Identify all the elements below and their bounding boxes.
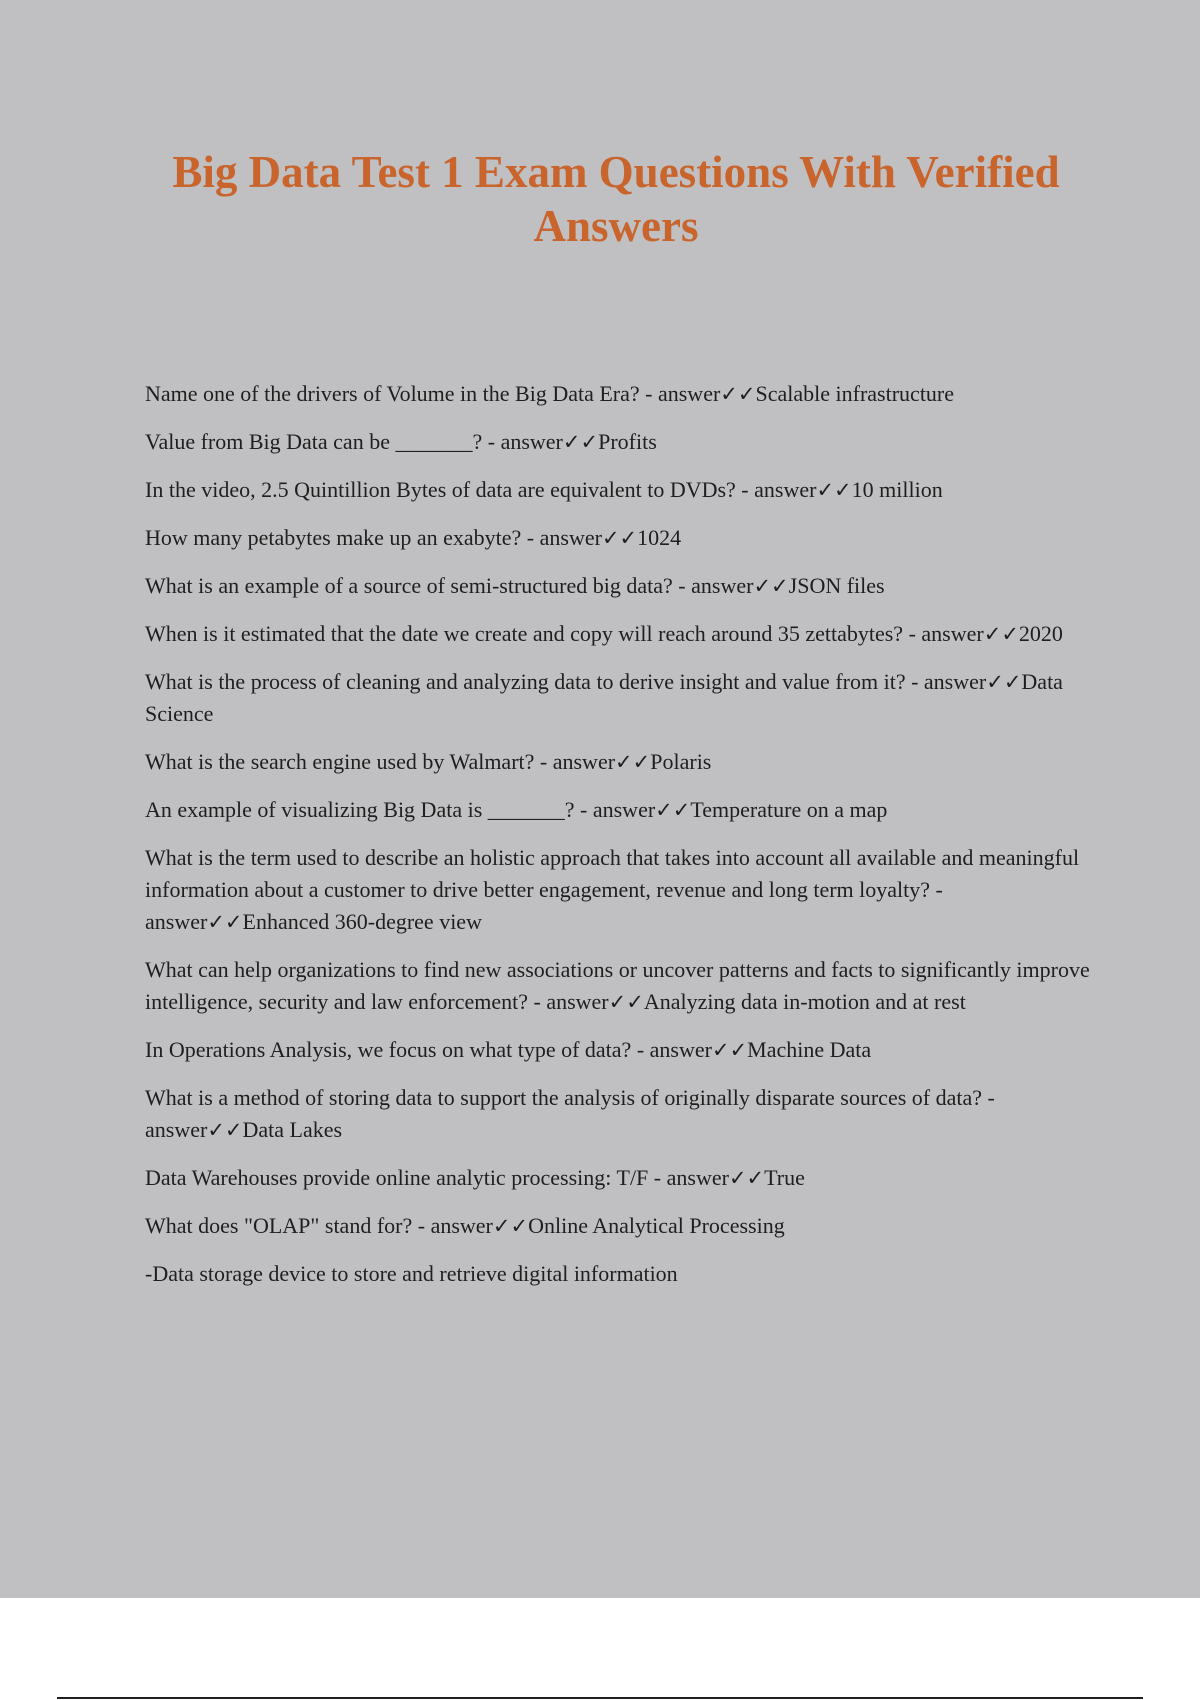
trailing-text: -Data storage device to store and retrieve digital information xyxy=(145,1261,678,1286)
answer-marker: answer xyxy=(754,477,817,502)
qa-item xyxy=(145,618,1095,650)
check-mark-icon: ✓✓ xyxy=(986,670,1022,694)
check-mark-icon: ✓✓ xyxy=(720,382,756,406)
answer-marker: answer xyxy=(145,1117,208,1142)
qa-item xyxy=(145,570,1095,602)
answer-marker: answer xyxy=(500,429,563,454)
check-mark-icon: ✓✓ xyxy=(711,1038,748,1062)
answer-marker: answer xyxy=(552,749,616,774)
answer-text: True xyxy=(764,1165,805,1190)
answer-marker: answer xyxy=(539,525,602,550)
answer-text: 1024 xyxy=(637,525,682,550)
answer-text: Temperature on a map xyxy=(690,797,888,822)
question-text: What is the process of cleaning and analyzing data to derive insight and value from it? - xyxy=(145,669,924,694)
answer-marker: answer xyxy=(145,909,208,934)
check-mark-icon: ✓✓ xyxy=(562,430,599,454)
check-mark-icon: ✓✓ xyxy=(615,750,651,774)
answer-text: Data Science xyxy=(145,669,1063,726)
qa-item xyxy=(145,794,1095,826)
check-mark-icon: ✓✓ xyxy=(207,1118,243,1142)
check-mark-icon: ✓✓ xyxy=(601,526,638,550)
check-mark-icon: ✓✓ xyxy=(728,1166,765,1190)
qa-item xyxy=(145,666,1095,730)
qa-item xyxy=(145,522,1095,554)
question-text: Data Warehouses provide online analytic processing: T/F - xyxy=(145,1165,667,1190)
qa-item xyxy=(145,474,1095,506)
question-text: When is it estimated that the date we create and copy will reach around 35 zettabytes? - xyxy=(145,621,922,646)
question-text: What is an example of a source of semi-structured big data? - xyxy=(145,573,692,598)
check-mark-icon: ✓✓ xyxy=(983,622,1019,646)
question-text: What is the term used to describe an holistic approach that takes into account all available and meaningful information about a customer to drive better engagement, revenue and long term loyalty? - xyxy=(145,845,1080,902)
question-text: How many petabytes make up an exabyte? - xyxy=(145,525,540,550)
qa-item xyxy=(145,1082,1095,1146)
answer-marker: answer xyxy=(657,381,721,406)
question-text: What is the search engine used by Walmart? - xyxy=(145,749,553,774)
document-title: Big Data Test 1 Exam Questions With Verified Answers xyxy=(172,147,1060,251)
answer-marker: answer xyxy=(546,989,609,1014)
answer-marker: answer xyxy=(923,669,987,694)
qa-item xyxy=(145,746,1095,778)
footer-divider xyxy=(57,1697,1143,1699)
question-answer-list xyxy=(145,378,1095,1306)
answer-text: Data Lakes xyxy=(242,1117,343,1142)
qa-item xyxy=(145,1210,1095,1242)
question-text: In Operations Analysis, we focus on what type of data? - xyxy=(145,1037,650,1062)
answer-text: Machine Data xyxy=(747,1037,872,1062)
qa-item xyxy=(145,1034,1095,1066)
answer-text: 10 million xyxy=(851,477,943,502)
answer-marker: answer xyxy=(649,1037,712,1062)
qa-item xyxy=(145,426,1095,458)
check-mark-icon: ✓✓ xyxy=(608,990,644,1014)
answer-text: Analyzing data in-motion and at rest xyxy=(643,989,966,1014)
question-text: An example of visualizing Big Data is _______? - xyxy=(145,797,593,822)
question-text: What can help organizations to find new associations or uncover patterns and facts to significantly improve intelligence, security and law enforcement? - xyxy=(145,957,1090,1014)
answer-text: Enhanced 360-degree view xyxy=(242,909,482,934)
question-text: Value from Big Data can be _______? - xyxy=(145,429,501,454)
answer-text: Scalable infrastructure xyxy=(755,381,955,406)
qa-item xyxy=(145,842,1095,938)
question-text: What is a method of storing data to support the analysis of originally disparate sources of data? - xyxy=(145,1085,995,1110)
answer-marker: answer xyxy=(592,797,656,822)
check-mark-icon: ✓✓ xyxy=(655,798,691,822)
question-text: Name one of the drivers of Volume in the Big Data Era? - xyxy=(145,381,658,406)
question-text: In the video, 2.5 Quintillion Bytes of data are equivalent to DVDs? - xyxy=(145,477,755,502)
check-mark-icon: ✓✓ xyxy=(816,478,852,502)
answer-marker: answer xyxy=(666,1165,729,1190)
answer-text: JSON files xyxy=(788,573,885,598)
answer-text: Profits xyxy=(598,429,657,454)
answer-text: 2020 xyxy=(1018,621,1063,646)
check-mark-icon: ✓✓ xyxy=(207,910,243,934)
qa-item xyxy=(145,954,1095,1018)
answer-marker: answer xyxy=(691,573,754,598)
check-mark-icon: ✓✓ xyxy=(753,574,789,598)
answer-text: Online Analytical Processing xyxy=(528,1213,785,1238)
answer-marker: answer xyxy=(921,621,984,646)
question-text: What does "OLAP" stand for? - xyxy=(145,1213,431,1238)
check-mark-icon: ✓✓ xyxy=(492,1214,529,1238)
qa-item xyxy=(145,378,1095,410)
qa-item xyxy=(145,1162,1095,1194)
answer-text: Polaris xyxy=(650,749,712,774)
answer-marker: answer xyxy=(430,1213,493,1238)
